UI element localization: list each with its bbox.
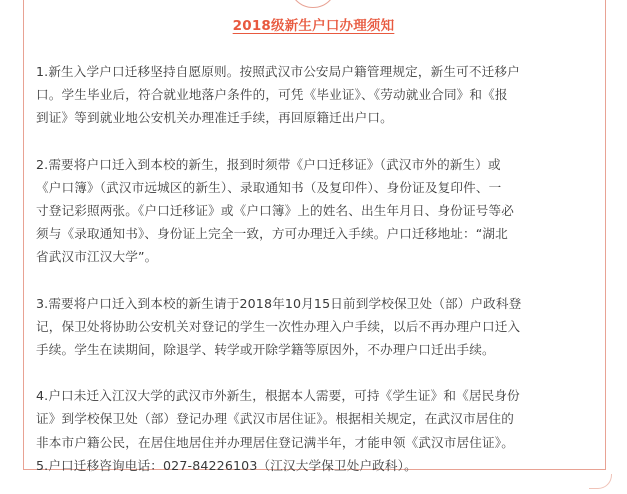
- text-line: 到证》等到就业地公安机关办理准迁手续，再回原籍迁出户口。: [36, 110, 393, 126]
- text-line: 手续。学生在读期间，除退学、转学或开除学籍等原因外，不办理户口迁出手续。: [36, 342, 495, 358]
- text-line: 《户口簿》（武汉市远城区的新生）、录取通知书（及复印件）、身份证及复印件、一: [36, 179, 502, 195]
- paragraph-1: [36, 60, 592, 130]
- paragraph-3: [36, 292, 592, 362]
- text-line: 寸登记彩照两张。《户口迁移证》或《户口簿》上的姓名、出生年月日、身份证号等必: [36, 203, 514, 219]
- text-line: 省武汉市江汉大学”。: [36, 249, 158, 265]
- contact-phone-line: 5.户口迁移咨询电话：027-84226103（江汉大学保卫处户政科）。: [36, 457, 417, 473]
- text-line: 非本市户籍公民，在居住地居住并办理居住登记满半年，才能申领《武汉市居住证》。: [36, 434, 514, 450]
- text-line: 记，保卫处将协助公安机关对登记的学生一次性办理入户手续，以后不再办理户口迁入: [36, 318, 521, 334]
- text-line: 4.户口未迁入江汉大学的武汉市外新生，根据本人需要，可持《学生证》和《居民身份: [36, 388, 520, 404]
- notice-body: [36, 60, 592, 477]
- decorative-corner: [589, 474, 612, 489]
- notice-title: 2018级新生户口办理须知: [232, 18, 395, 34]
- text-line: 证》到学校保卫处（部）登记办理《武汉市居住证》。根据相关规定，在武汉市居住的: [36, 411, 514, 427]
- text-line: 1.新生入学户口迁移坚持自愿原则。按照武汉市公安局户籍管理规定，新生可不迁移户: [36, 64, 520, 79]
- text-line: 3.需要将户口迁入到本校的新生请于2018年10月15日前到学校保卫处（部）户政科登: [36, 295, 522, 311]
- text-line: 口。学生毕业后，符合就业地落户条件的，可凭《毕业证》、《劳动就业合同》和《报: [36, 87, 508, 103]
- text-line: 2.需要将户口迁入到本校的新生，报到时须带《户口迁移证》（武汉市外的新生）或: [36, 156, 501, 172]
- text-line: 须与《录取通知书》、身份证上完全一致，方可办理迁入手续。户口迁移地址：“湖北: [36, 226, 508, 242]
- paragraph-4: [36, 384, 592, 477]
- paragraph-2: [36, 153, 592, 269]
